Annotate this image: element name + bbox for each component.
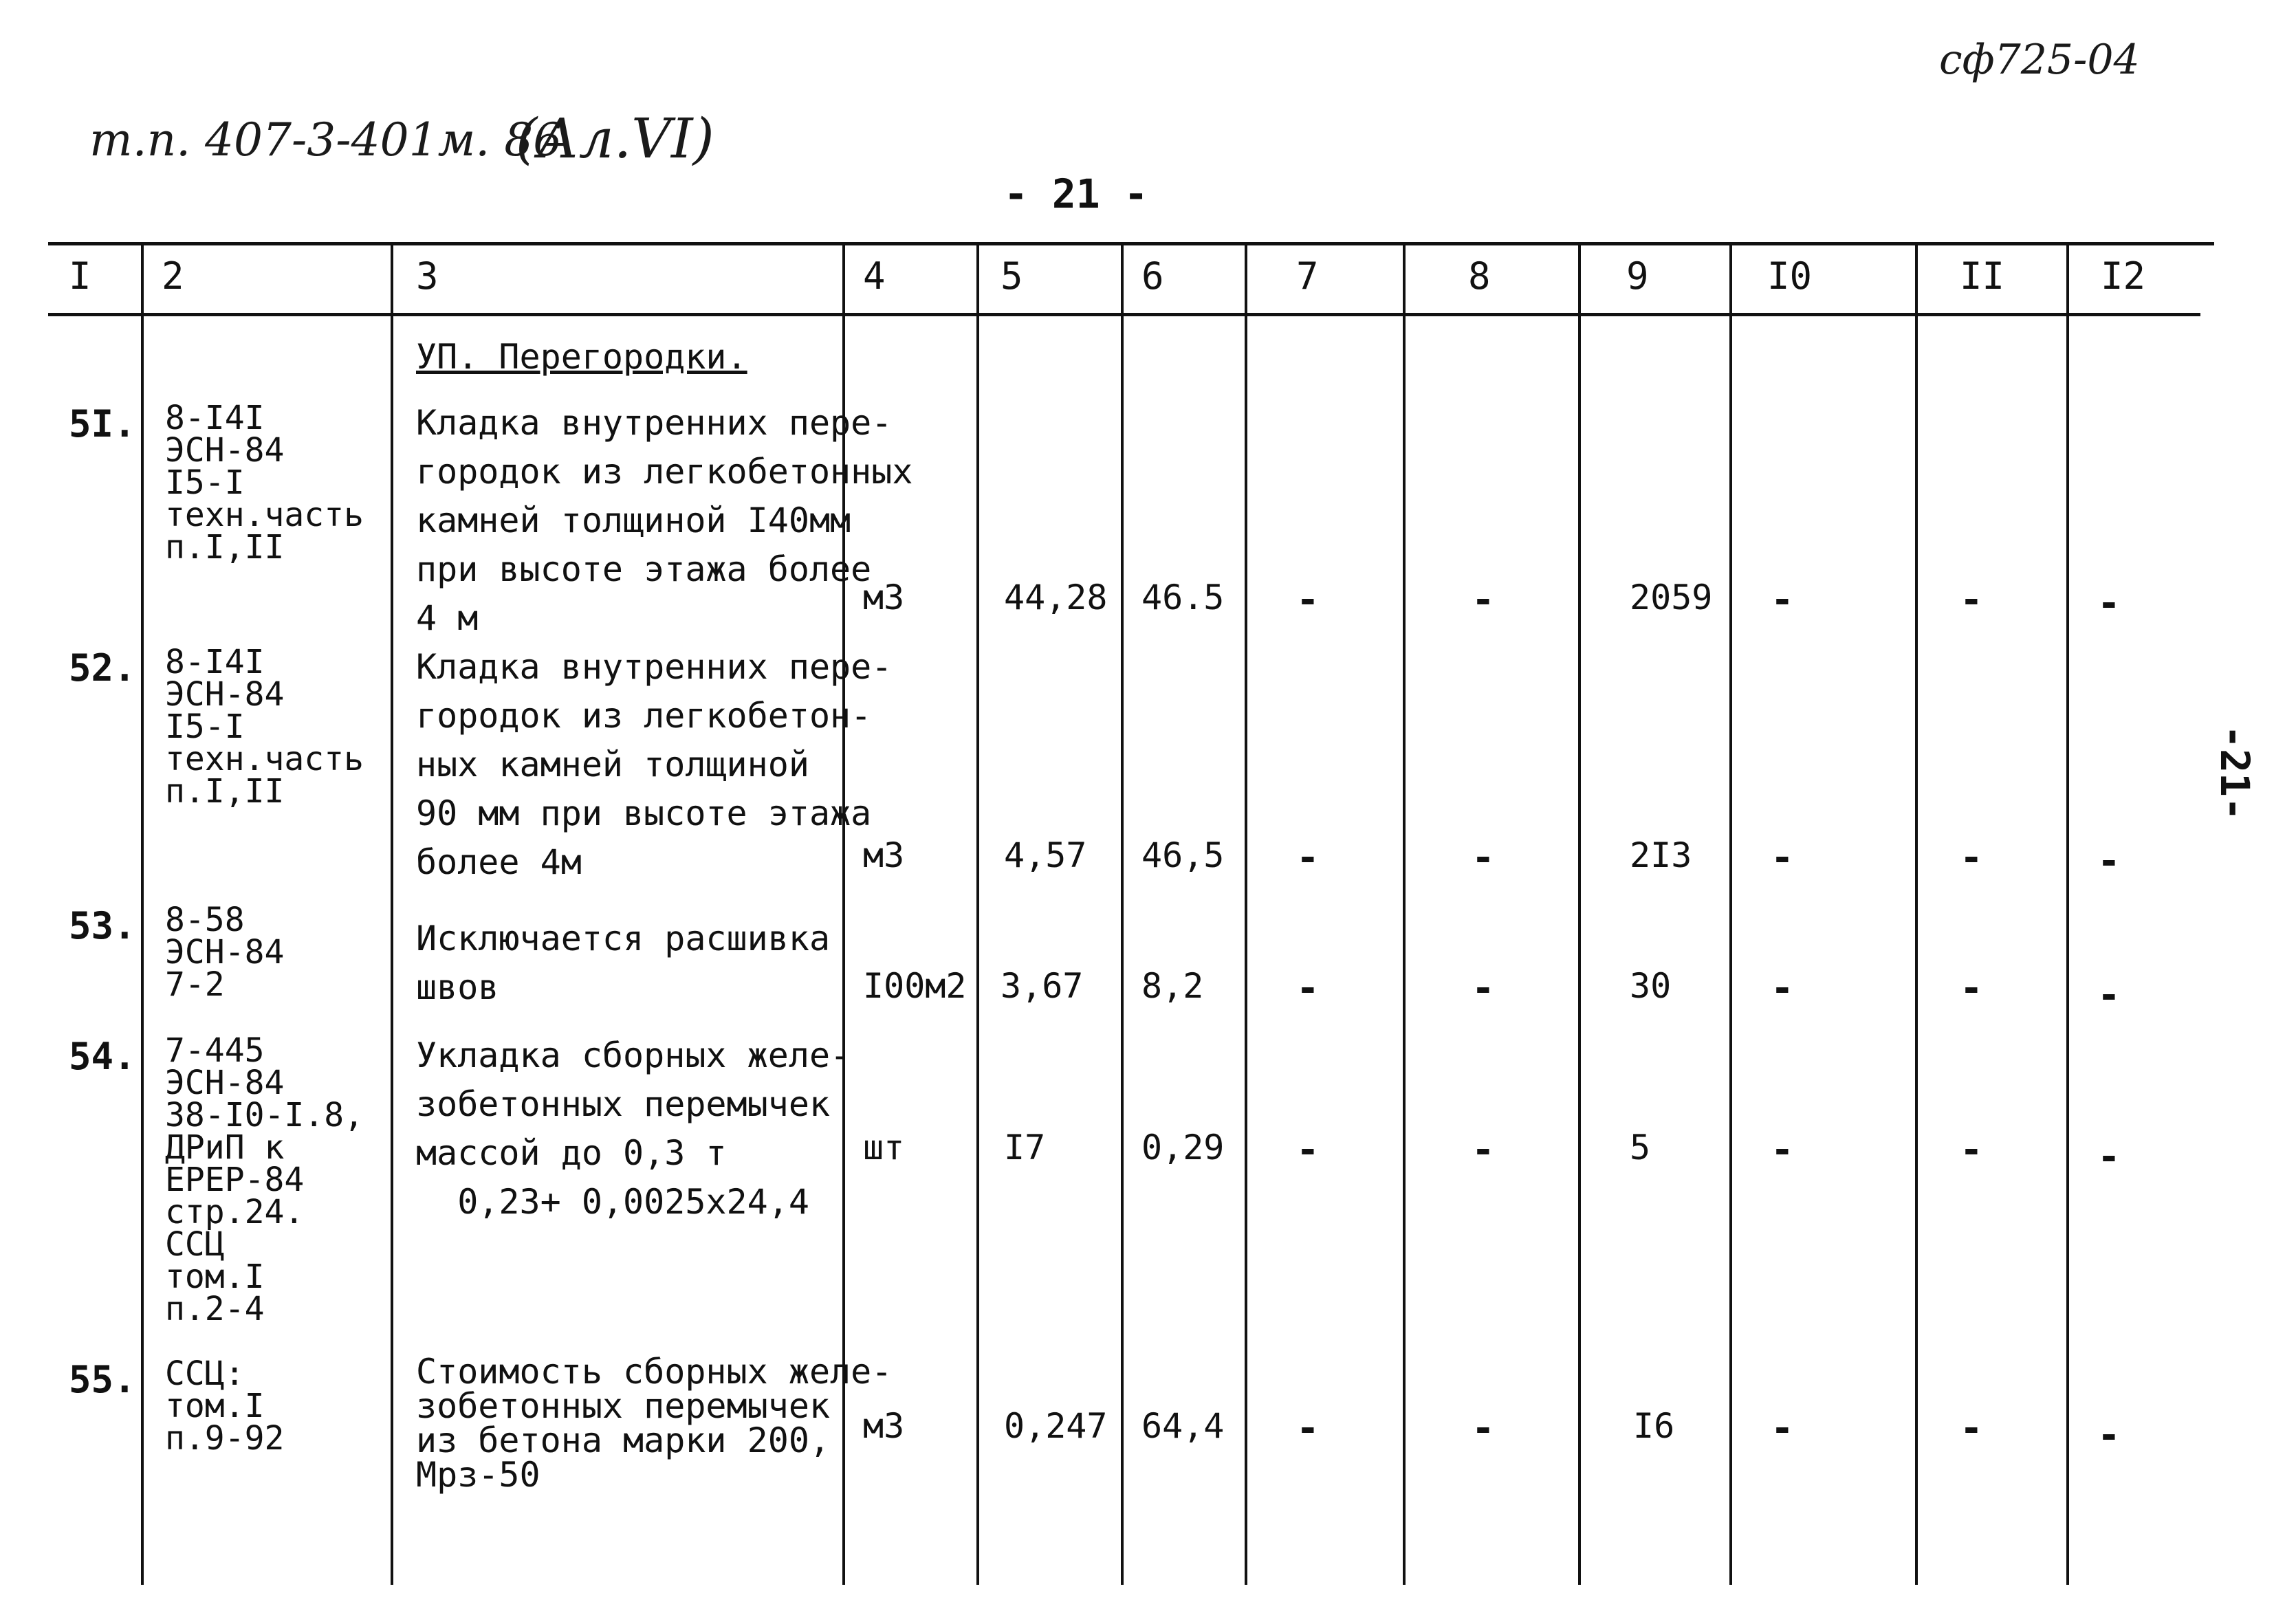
row-col9: 2I3 xyxy=(1630,835,1692,875)
col-divider xyxy=(1729,244,1732,1585)
row-col8: - xyxy=(1472,966,1495,1011)
col-header-2: 2 xyxy=(162,254,184,298)
col-divider xyxy=(1245,244,1247,1585)
col-header-7: 7 xyxy=(1296,254,1319,298)
side-page-number: -21- xyxy=(2211,725,2258,821)
col-header-6: 6 xyxy=(1141,254,1164,298)
row-unit: шт xyxy=(863,1128,905,1167)
row-col12: - xyxy=(2097,1413,2121,1458)
row-col11: - xyxy=(1960,578,1983,622)
row-number: 52. xyxy=(69,646,136,690)
col-divider xyxy=(1915,244,1918,1585)
row-col12: - xyxy=(2097,839,2121,884)
row-col6: 64,4 xyxy=(1141,1406,1225,1446)
row-col7: - xyxy=(1296,578,1320,622)
row-col6: 46.5 xyxy=(1141,578,1225,617)
row-col9: 2059 xyxy=(1630,578,1713,617)
row-col10: - xyxy=(1771,578,1794,622)
col-header-1: I xyxy=(69,254,91,298)
col-divider xyxy=(1578,244,1581,1585)
row-col9: 30 xyxy=(1630,966,1672,1006)
row-col12: - xyxy=(2097,973,2121,1018)
row-col7: - xyxy=(1296,1128,1320,1172)
row-description: Исключается расшивка швов xyxy=(416,919,831,1007)
row-col8: - xyxy=(1472,1406,1495,1451)
row-code: 8-I4I ЭСН-84 I5-I техн.часть п.I,II xyxy=(165,399,364,567)
row-col10: - xyxy=(1771,1128,1794,1172)
col-header-12: I2 xyxy=(2101,254,2146,298)
col-header-10: I0 xyxy=(1767,254,1813,298)
col-header-8: 8 xyxy=(1468,254,1491,298)
table-top-rule xyxy=(48,242,2214,245)
row-unit: м3 xyxy=(863,835,905,875)
row-code: ССЦ: том.I п.9-92 xyxy=(165,1354,285,1458)
row-code: 7-445 ЭСН-84 38-I0-I.8, ДРиП к ЕРЕР-84 стр.24. ССЦ том.I п.2-4 xyxy=(165,1031,364,1329)
row-col10: - xyxy=(1771,1406,1794,1451)
row-number: 53. xyxy=(69,904,136,947)
col-divider xyxy=(391,244,393,1585)
col-divider xyxy=(1121,244,1124,1585)
row-col5: I7 xyxy=(1004,1128,1046,1167)
row-col9: 5 xyxy=(1630,1128,1651,1167)
row-col11: - xyxy=(1960,1128,1983,1172)
row-number: 5I. xyxy=(69,402,136,446)
row-col7: - xyxy=(1296,966,1320,1011)
row-description: Кладка внутренних пере- городок из легкобетонных камней толщиной I40мм при высоте этажа более 4 м xyxy=(416,403,913,638)
col-header-9: 9 xyxy=(1626,254,1649,298)
project-number: т.п. 407-3-401м. 86 xyxy=(89,113,562,166)
col-header-5: 5 xyxy=(1001,254,1023,298)
row-col7: - xyxy=(1296,1406,1320,1451)
row-col11: - xyxy=(1960,835,1983,880)
col-divider xyxy=(1403,244,1406,1585)
row-col10: - xyxy=(1771,835,1794,880)
row-col6: 46,5 xyxy=(1141,835,1225,875)
row-number: 54. xyxy=(69,1035,136,1078)
row-unit: м3 xyxy=(863,1406,905,1446)
row-description: Кладка внутренних пере- городок из легкобетон- ных камней толщиной 90 мм при высоте этажа более 4м xyxy=(416,647,893,882)
col-divider xyxy=(976,244,979,1585)
row-col8: - xyxy=(1472,835,1495,880)
col-divider xyxy=(141,244,144,1585)
row-col8: - xyxy=(1472,578,1495,622)
row-col5: 3,67 xyxy=(1001,966,1084,1006)
document-code: сф725-04 xyxy=(1939,36,2140,84)
row-number: 55. xyxy=(69,1358,136,1401)
row-col12: - xyxy=(2097,581,2121,626)
row-col9: I6 xyxy=(1633,1406,1675,1446)
col-header-11: II xyxy=(1960,254,2005,298)
row-unit: м3 xyxy=(863,578,905,617)
row-code: 8-58 ЭСН-84 7-2 xyxy=(165,901,285,1005)
col-header-3: 3 xyxy=(416,254,439,298)
row-col7: - xyxy=(1296,835,1320,880)
row-col5: 4,57 xyxy=(1004,835,1087,875)
row-col5: 44,28 xyxy=(1004,578,1108,617)
row-description: Стоимость сборных желе- зобетонных перемычек из бетона марки 200, Мрз-50 xyxy=(416,1352,893,1495)
row-col6: 8,2 xyxy=(1141,966,1204,1006)
table-header-rule xyxy=(48,313,2200,316)
row-col10: - xyxy=(1771,966,1794,1011)
row-col5: 0,247 xyxy=(1004,1406,1108,1446)
row-col6: 0,29 xyxy=(1141,1128,1225,1167)
col-divider xyxy=(2066,244,2069,1585)
section-title: УП. Перегородки. xyxy=(416,337,747,377)
row-col11: - xyxy=(1960,1406,1983,1451)
page-number: - 21 - xyxy=(1004,171,1148,217)
sheet-label: (Ал.VI) xyxy=(516,107,714,171)
row-unit: I00м2 xyxy=(863,966,967,1006)
row-description: Укладка сборных желе- зобетонных перемычек массой до 0,3 т 0,23+ 0,0025х24,4 xyxy=(416,1035,851,1222)
row-col11: - xyxy=(1960,966,1983,1011)
row-col12: - xyxy=(2097,1134,2121,1179)
row-code: 8-I4I ЭСН-84 I5-I техн.часть п.I,II xyxy=(165,643,364,811)
col-header-4: 4 xyxy=(863,254,886,298)
row-col8: - xyxy=(1472,1128,1495,1172)
